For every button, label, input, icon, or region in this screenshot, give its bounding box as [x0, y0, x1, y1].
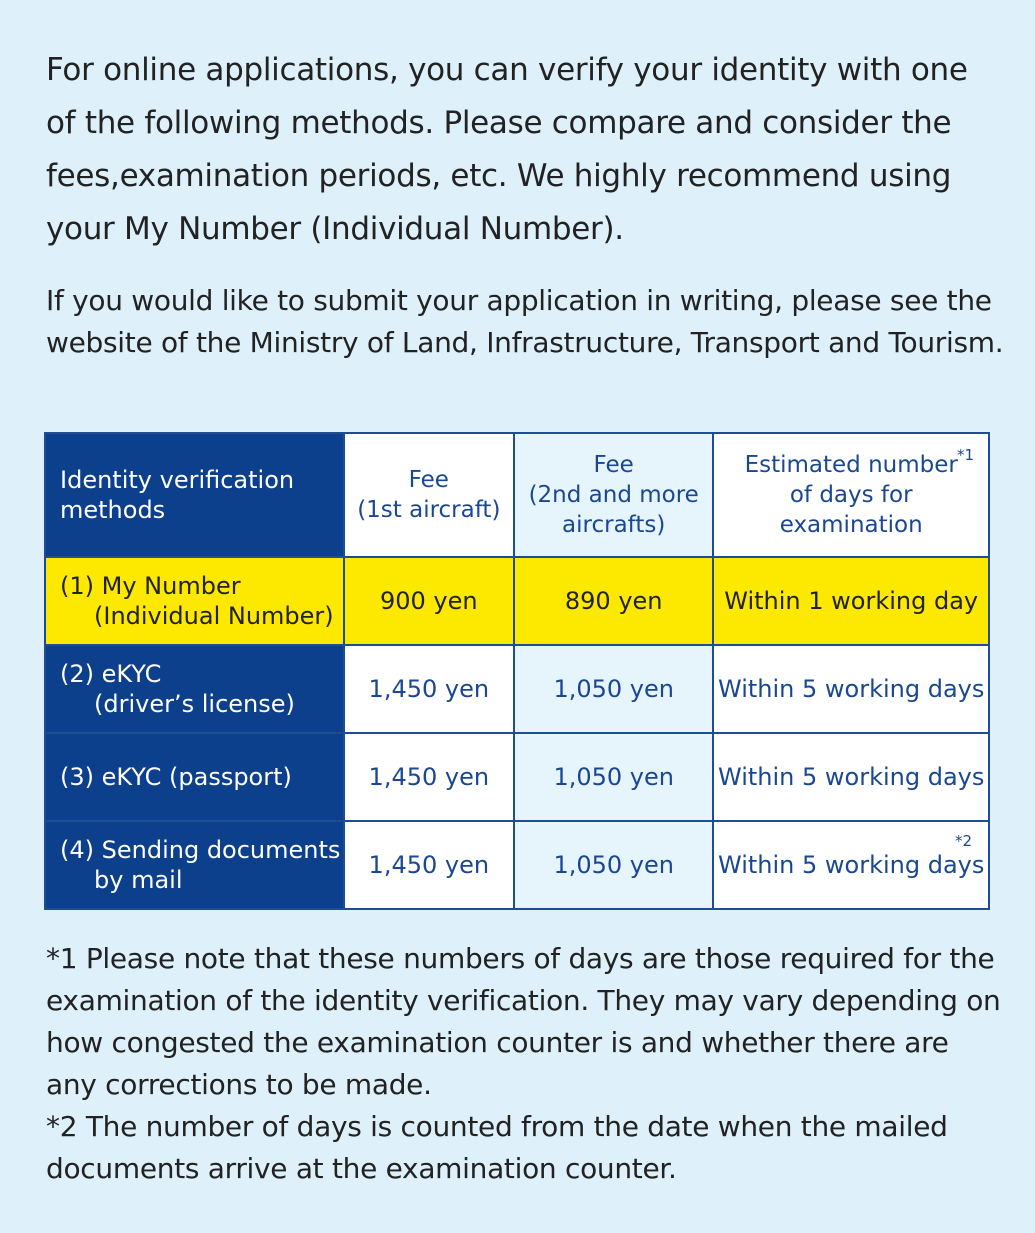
fee-second-cell: 1,050 yen — [514, 821, 713, 909]
footnote-2: *2 The number of days is counted from the date when the mailed documents arrive at the examination counter. — [46, 1110, 948, 1185]
header-method: Identity verification methods — [45, 433, 344, 557]
header-fee-second-label: Fee (2nd and more aircrafts) — [528, 452, 699, 538]
days-value: Within 5 working days — [718, 675, 985, 703]
fee-second-cell: 890 yen — [514, 557, 713, 645]
method-name: (4) Sending documents — [60, 836, 341, 864]
days-value: Within 1 working day — [724, 587, 979, 615]
footnotes — [46, 938, 1006, 1190]
method-detail: (Individual Number) — [94, 602, 334, 630]
fee-first-cell: 1,450 yen — [344, 821, 514, 909]
footnote-1: *1 Please note that these numbers of days are those required for the examination of the identity verification. They may vary depending on how congested the examination counter is and whether there are any corrections to be made. — [46, 942, 1001, 1101]
header-days-footnote-mark: *1 — [956, 446, 974, 464]
fee-first-cell: 900 yen — [344, 557, 514, 645]
header-days — [713, 433, 989, 557]
fee-first-cell: 1,450 yen — [344, 645, 514, 733]
fee-second-cell: 1,050 yen — [514, 733, 713, 821]
table-row — [45, 821, 989, 909]
days-value: Within 5 working days — [718, 851, 985, 879]
table-row — [45, 645, 989, 733]
method-detail: (driver’s license) — [94, 690, 295, 718]
intro-text: For online applications, you can verify your identity with one of the following methods. Please compare and consider the fees,examination periods, etc. We highly recommend using your My Number (Individual Number). — [46, 52, 968, 247]
header-fee-first-label: Fee (1st aircraft) — [357, 467, 501, 523]
method-name: (2) eKYC — [60, 660, 162, 688]
table-row — [45, 557, 989, 645]
method-detail: by mail — [94, 866, 183, 894]
days-cell — [713, 645, 989, 733]
method-cell — [45, 645, 344, 733]
days-cell — [713, 733, 989, 821]
header-days-label: Estimated number of days for examination — [744, 452, 958, 538]
days-cell — [713, 821, 989, 909]
verification-methods-table — [44, 432, 990, 910]
method-cell — [45, 821, 344, 909]
days-cell — [713, 557, 989, 645]
method-cell — [45, 557, 344, 645]
method-name: (3) eKYC (passport) — [60, 763, 292, 791]
method-name: (1) My Number — [60, 572, 241, 600]
fee-second-cell: 1,050 yen — [514, 645, 713, 733]
fee-first-cell: 1,450 yen — [344, 733, 514, 821]
table-header-row — [45, 433, 989, 557]
days-value: Within 5 working days — [718, 763, 985, 791]
days-footnote-mark: *2 — [954, 832, 972, 850]
table-row — [45, 733, 989, 821]
header-fee-first — [344, 433, 514, 557]
method-cell — [45, 733, 344, 821]
header-fee-second — [514, 433, 713, 557]
writing-application-note: If you would like to submit your application in writing, please see the website of the Ministry of Land, Infrastructure, Transport and Tourism. — [46, 284, 1004, 359]
